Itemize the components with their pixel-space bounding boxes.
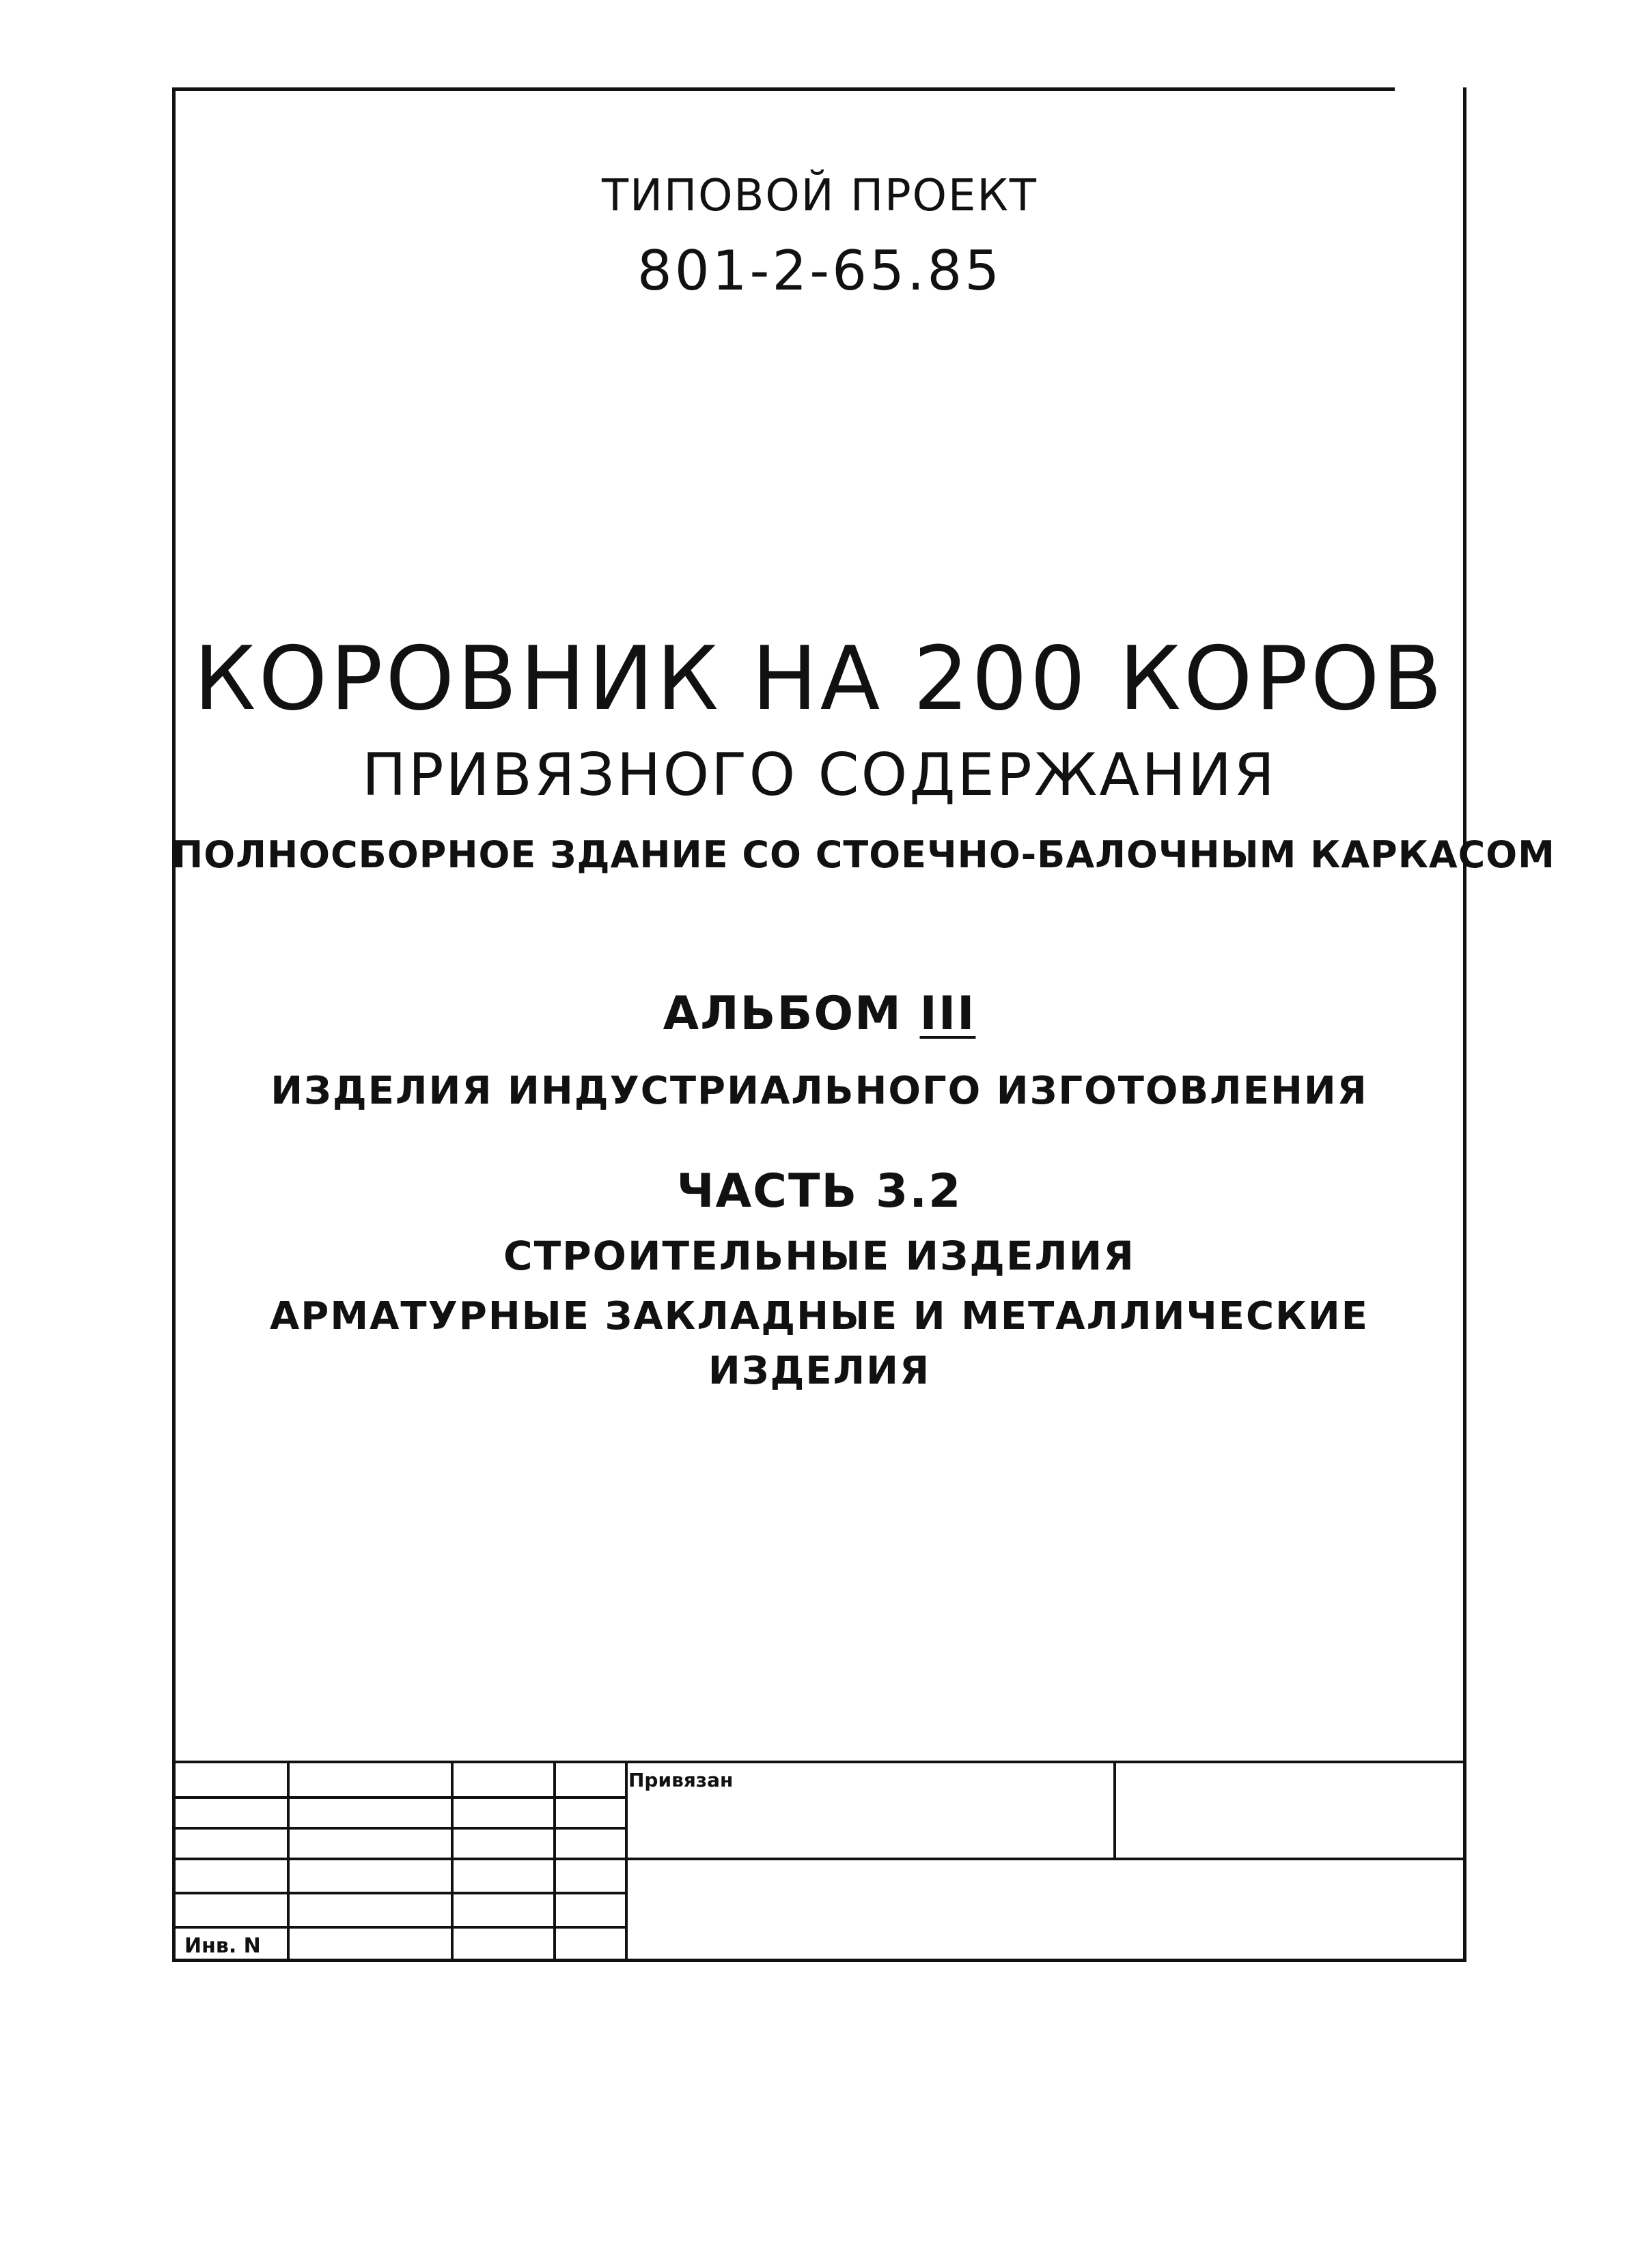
part-description-line-1: СТРОИТЕЛЬНЫЕ ИЗДЕЛИЯ [503, 1233, 1135, 1279]
part-description-line-2: АРМАТУРНЫЕ ЗАКЛАДНЫЕ И МЕТАЛЛИЧЕСКИЕ [269, 1294, 1369, 1339]
stamp-row-line [172, 1858, 1466, 1860]
document-title: КОРОВНИК НА 200 КОРОВ [193, 628, 1445, 730]
project-number: 801-2-65.85 [637, 239, 1003, 303]
stamp-top-line [172, 1761, 1466, 1763]
stamp-col-line [625, 1761, 628, 1962]
stamp-row-line [172, 1796, 626, 1799]
album-description: ИЗДЕЛИЯ ИНДУСТРИАЛЬНОГО ИЗГОТОВЛЕНИЯ [270, 1069, 1368, 1113]
part-heading: ЧАСТЬ 3.2 [676, 1164, 962, 1218]
bound-label: Привязан [628, 1769, 734, 1791]
stamp-col-line [451, 1761, 454, 1962]
inventory-label: Инв. N [184, 1934, 261, 1958]
album-heading [172, 987, 1466, 1041]
document-subtitle: ПРИВЯЗНОГО СОДЕРЖАНИЯ [362, 741, 1277, 809]
stamp-row-line [172, 1827, 626, 1830]
stamp-col-line [1113, 1761, 1116, 1860]
album-number: III [919, 987, 976, 1041]
album-label: АЛЬБОМ [663, 987, 902, 1041]
part-description-line-3: ИЗДЕЛИЯ [708, 1349, 931, 1393]
project-label: ТИПОВОЙ ПРОЕКТ [601, 171, 1038, 221]
building-type: ПОЛНОСБОРНОЕ ЗДАНИЕ СО СТОЕЧНО-БАЛОЧНЫМ КАРКАСОМ [172, 833, 1555, 876]
stamp-row-line [172, 1892, 626, 1894]
stamp-col-line [553, 1761, 556, 1962]
stamp-col-line [287, 1761, 290, 1962]
stamp-row-line [172, 1926, 626, 1929]
